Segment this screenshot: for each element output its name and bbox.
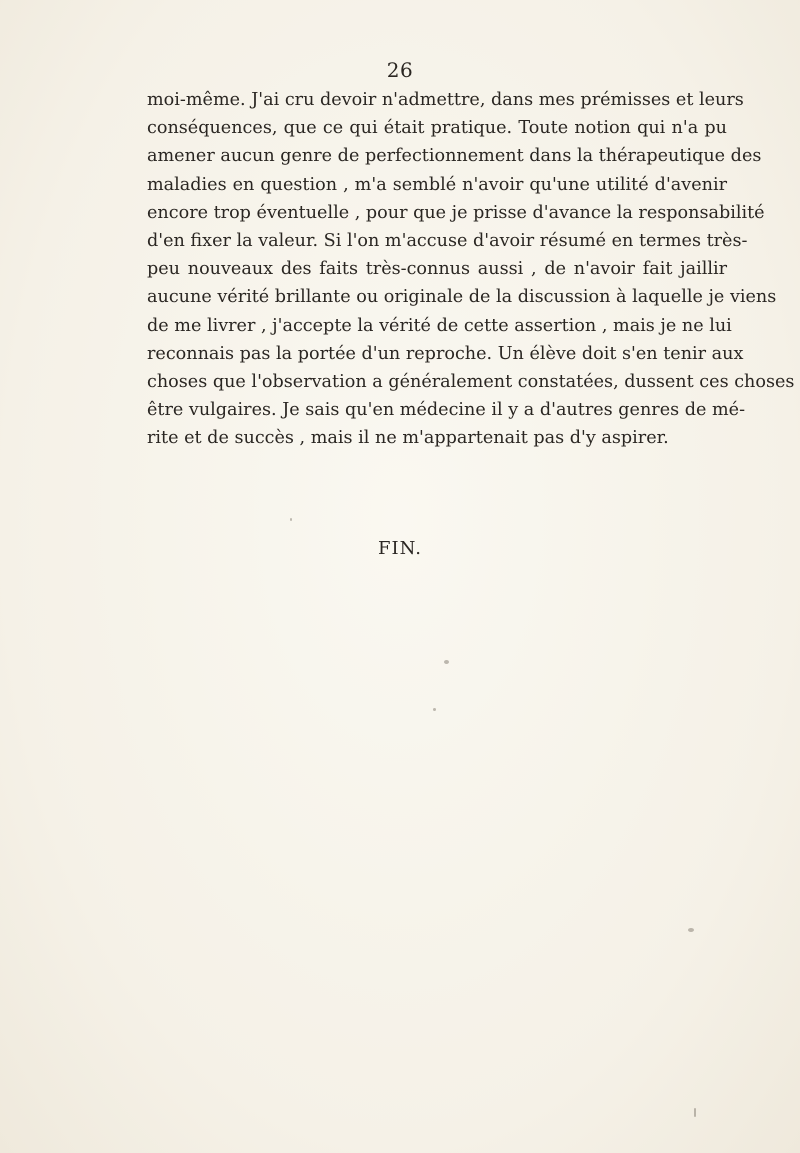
text-line: être vulgaires. Je sais qu'en médecine il y a d'autres genres de mé- — [147, 400, 746, 421]
paper-speck — [290, 518, 292, 521]
text-line: d'en fixer la valeur. Si l'on m'accuse d'avoir résumé en termes très- — [147, 231, 748, 252]
text-line: reconnais pas la portée d'un reproche. Un élève doit s'en tenir aux — [147, 343, 744, 364]
paper-speck — [433, 708, 436, 711]
text-line: de me livrer , j'accepte la vérité de cette assertion , mais je ne lui — [147, 315, 732, 336]
text-line: aucune vérité brillante ou originale de la discussion à laquelle je viens — [147, 287, 777, 308]
page-number: 26 — [386, 58, 414, 82]
paper-speck — [694, 1108, 696, 1117]
paper-speck — [688, 928, 694, 932]
paper-speck — [444, 660, 449, 664]
body-paragraph — [147, 86, 795, 453]
text-line: rite et de succès , mais il ne m'appartenait pas d'y aspirer. — [147, 428, 669, 449]
text-line: choses que l'observation a généralement constatées, dussent ces choses — [147, 372, 795, 393]
text-line: conséquences, que ce qui était pratique. Toute notion qui n'a pu — [147, 118, 727, 139]
text-line: encore trop éventuelle , pour que je prisse d'avance la responsabilité — [147, 202, 765, 223]
closing-fin: FIN. — [378, 538, 422, 559]
text-line: maladies en question , m'a semblé n'avoir qu'une utilité d'avenir — [147, 174, 727, 195]
text-line: amener aucun genre de perfectionnement dans la thérapeutique des — [147, 146, 762, 167]
text-line: peu nouveaux des faits très-connus aussi , de n'avoir fait jaillir — [147, 259, 727, 280]
text-line: moi-même. J'ai cru devoir n'admettre, dans mes prémisses et leurs — [147, 90, 744, 110]
